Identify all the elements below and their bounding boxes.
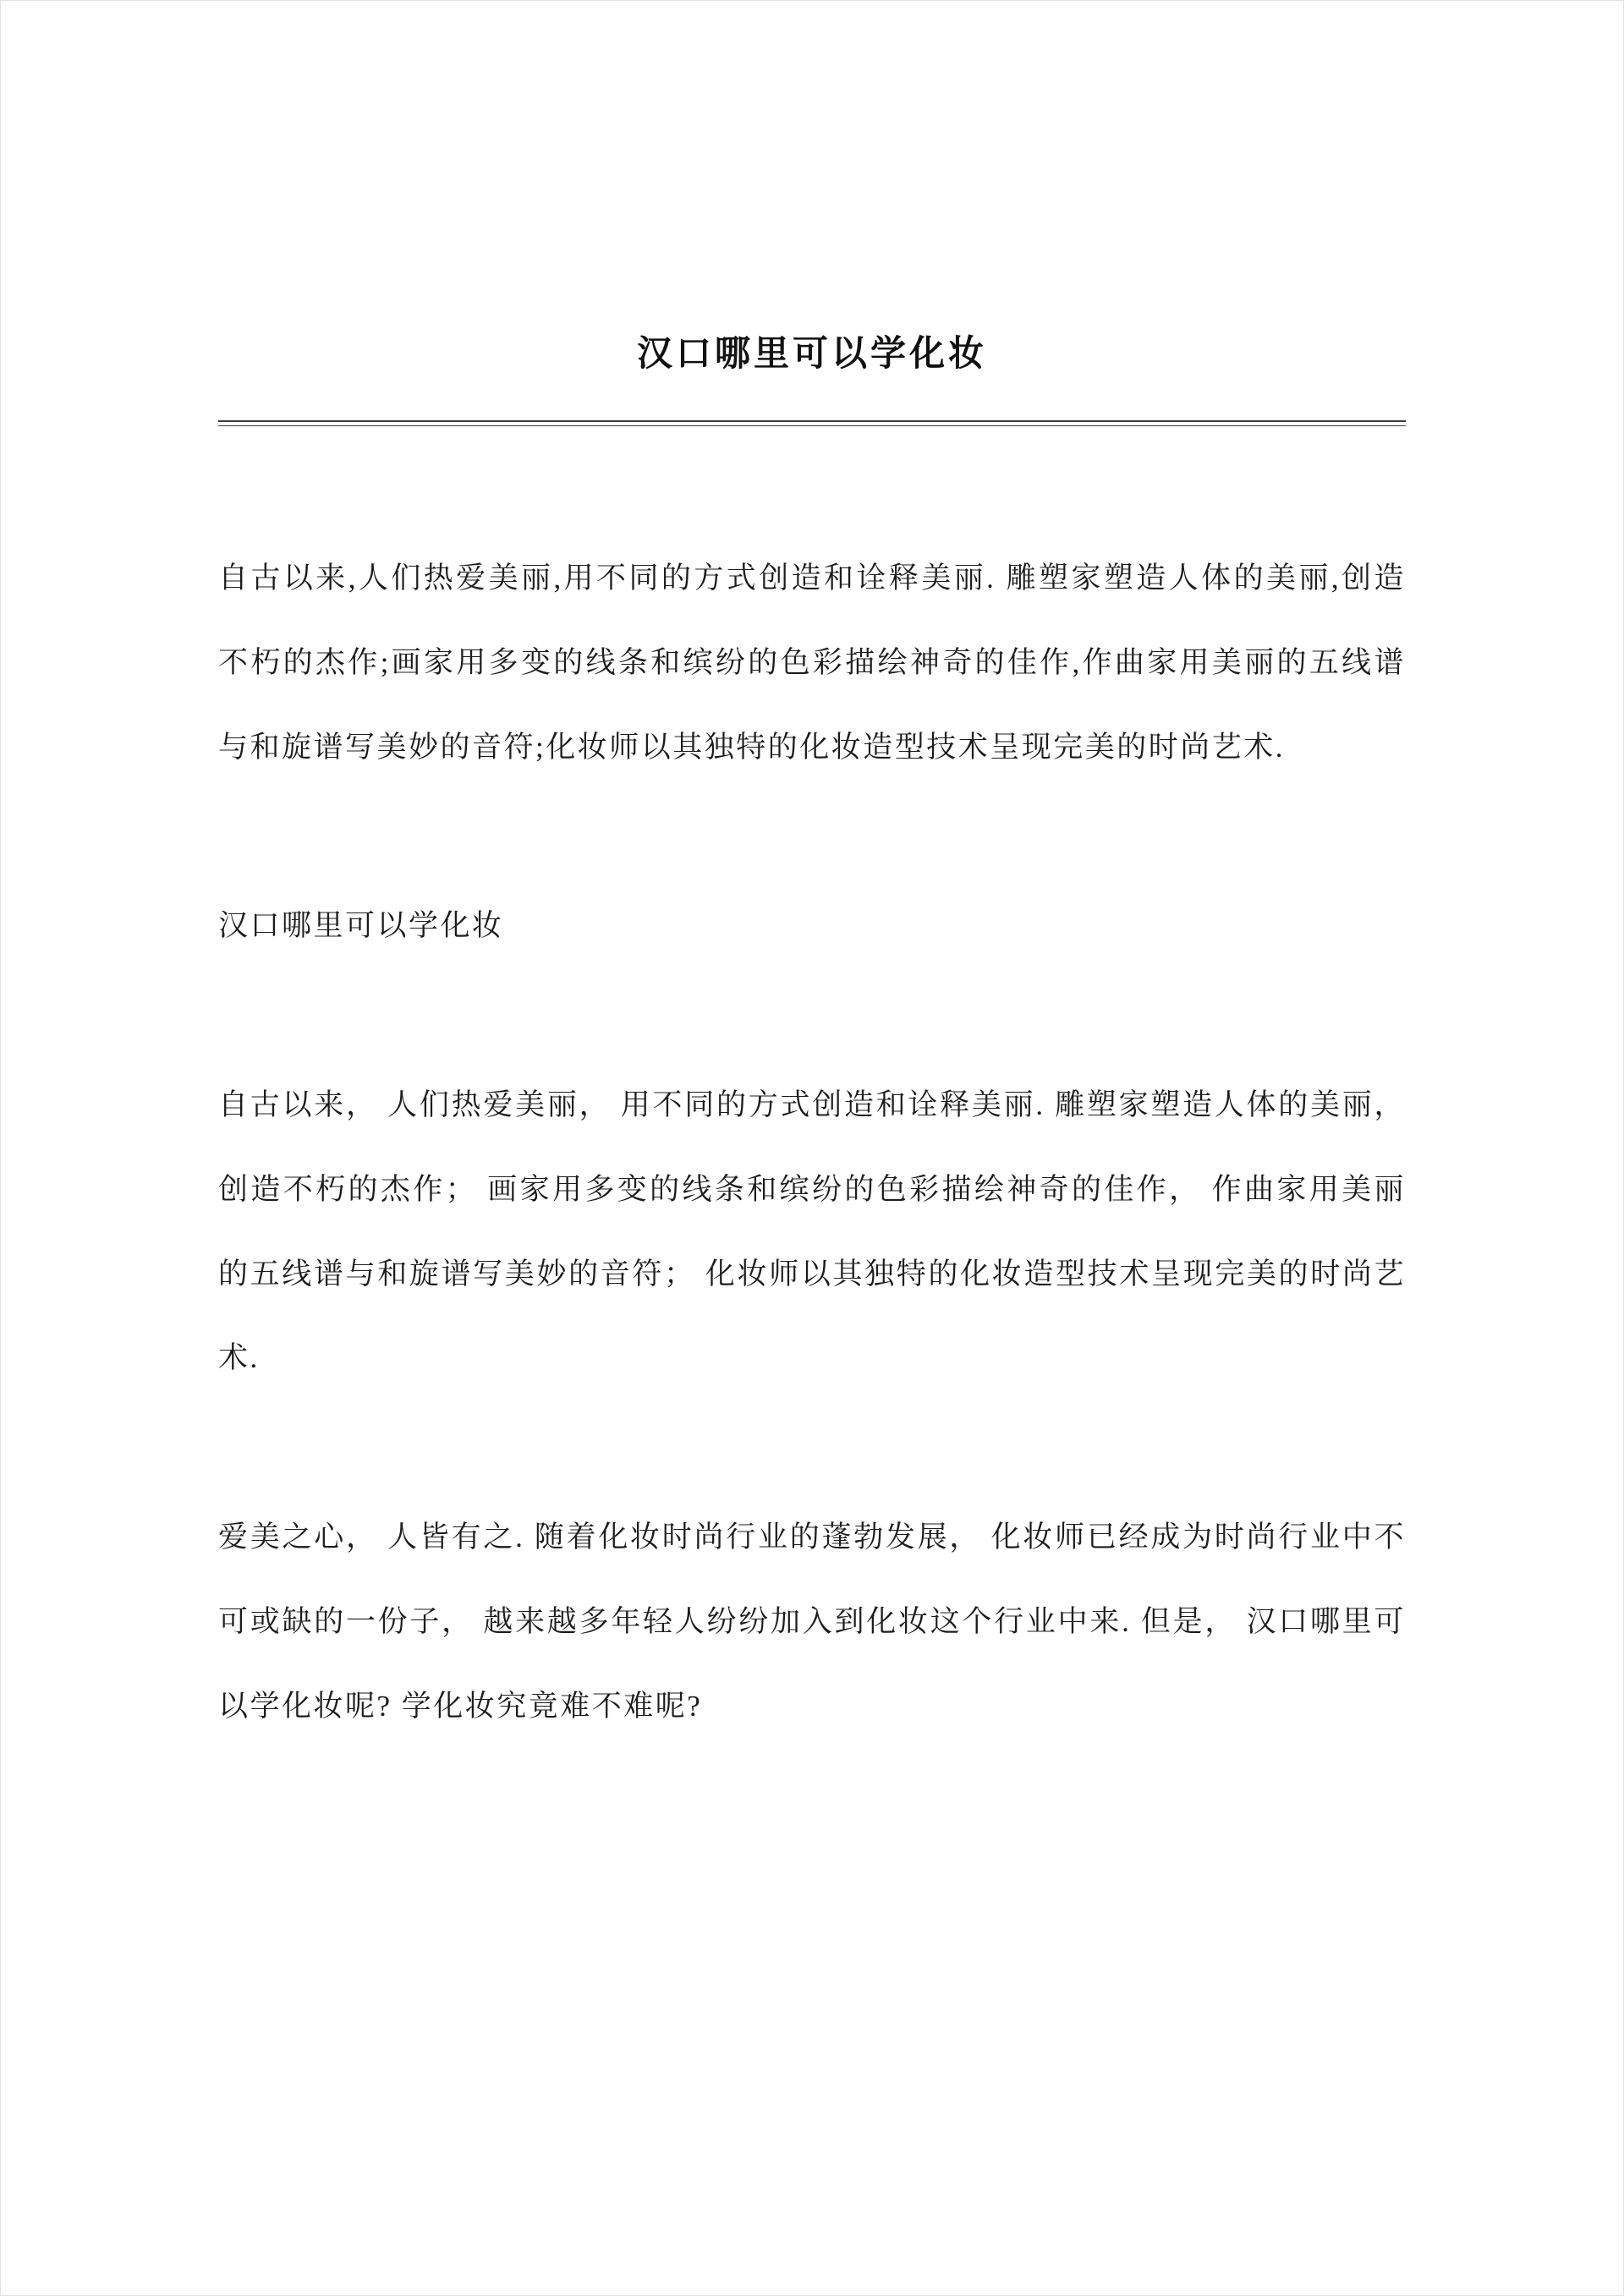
document-title: 汉口哪里可以学化妆 <box>636 335 987 374</box>
paragraph-body-2: 爱美之心， 人皆有之. 随着化妆时尚行业的蓬勃发展， 化妆师已经成为时尚行业中不可或缺的一份子， 越来越多年轻人纷纷加入到化妆这个行业中来. 但是， 汉口哪里可以学化妆呢? 学化妆究竟难不难呢? <box>218 1521 1406 1723</box>
paragraph-intro: 自古以来,人们热爱美丽,用不同的方式创造和诠释美丽. 雕塑家塑造人体的美丽,创造不朽的杰作;画家用多变的线条和缤纷的色彩描绘神奇的佳作,作曲家用美丽的五线谱与和旋谱写美妙的音符;化妆师以其独特的化妆造型技术呈现完美的时尚艺术. <box>218 562 1406 764</box>
title-divider <box>218 420 1406 426</box>
paragraph-subheading: 汉口哪里可以学化妆 <box>218 909 504 943</box>
paragraph-body-1: 自古以来， 人们热爱美丽， 用不同的方式创造和诠释美丽. 雕塑家塑造人体的美丽， 创造不朽的杰作； 画家用多变的线条和缤纷的色彩描绘神奇的佳作， 作曲家用美丽的五线谱与和旋谱写美妙的音符； 化妆师以其独特的化妆造型技术呈现完美的时尚艺术. <box>218 1088 1406 1375</box>
